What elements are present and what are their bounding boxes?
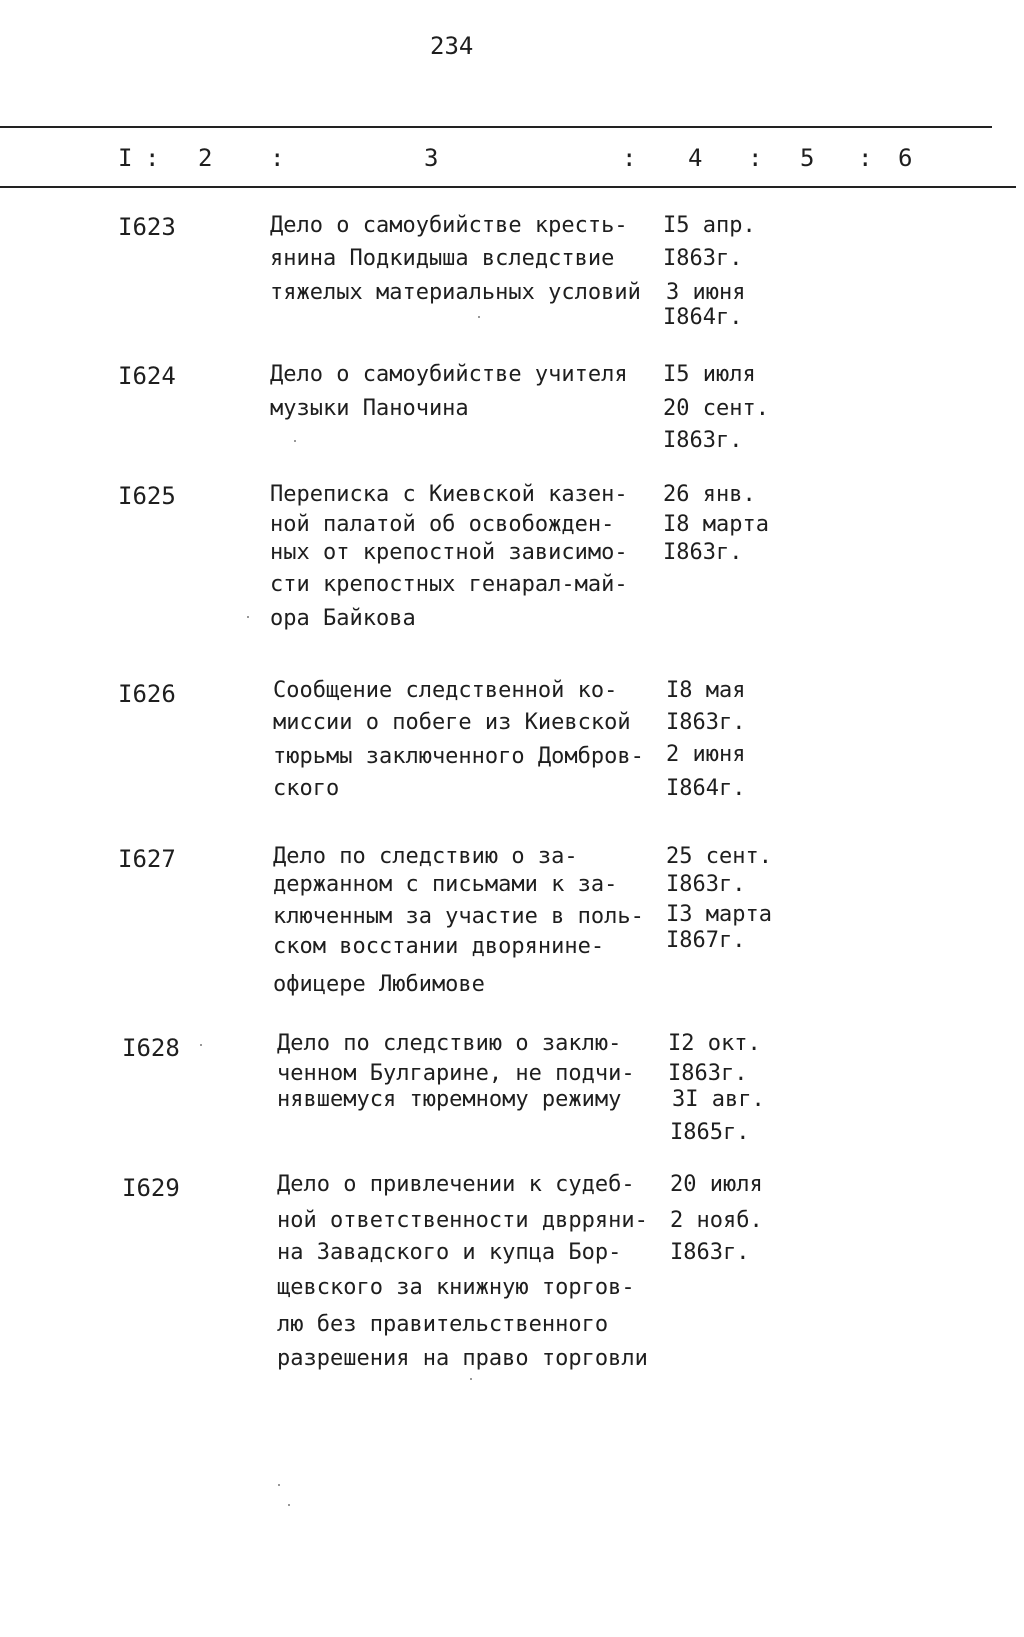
entry-number: I629: [122, 1174, 180, 1202]
entry-date-line: I864г.: [663, 305, 743, 330]
column-separator: :: [145, 144, 160, 172]
entry-title-line: миссии о побеге из Киевской: [273, 710, 631, 735]
entry-title-line: тюрьмы заключенного Домбров-: [273, 744, 644, 769]
entry-title-line: Дело по следствию о заклю-: [277, 1031, 622, 1056]
entry-title-line: сти крепостных генарал-май-: [270, 572, 628, 597]
column-header-3: 3: [424, 144, 439, 172]
entry-title-line: ского: [273, 776, 340, 801]
column-header-1: I: [118, 144, 133, 172]
entry-number: I626: [118, 680, 176, 708]
scan-speck: [478, 316, 480, 318]
page-number: 234: [430, 32, 474, 60]
entry-date-line: 3I авг.: [672, 1087, 765, 1112]
scan-speck: [200, 1044, 202, 1046]
entry-date-line: I863г.: [666, 710, 746, 735]
entry-date-line: 20 июля: [670, 1172, 763, 1197]
scan-speck: [294, 440, 296, 442]
entry-date-line: I8 марта: [663, 512, 769, 537]
entry-date-line: 2 июня: [666, 742, 746, 767]
entry-date-line: 20 сент.: [663, 396, 769, 421]
scan-speck: [288, 1504, 290, 1506]
entry-title-line: Дело о самоубийстве кресть-: [270, 213, 628, 238]
entry-title-line: Дело о привлечении к судеб-: [277, 1172, 635, 1197]
entry-date-line: I8 мая: [666, 678, 746, 703]
entry-title-line: ском восстании дворянине-: [273, 934, 605, 959]
column-separator: :: [748, 144, 763, 172]
entry-number: I627: [118, 845, 176, 873]
entry-date-line: I863г.: [663, 246, 743, 271]
column-separator: :: [858, 144, 873, 172]
entry-date-line: I3 марта: [666, 902, 772, 927]
column-separator: :: [270, 144, 285, 172]
entry-date-line: I867г.: [666, 928, 746, 953]
entry-title-line: ной палатой об освобожден-: [270, 512, 615, 537]
entry-title-line: Дело по следствию о за-: [273, 844, 578, 869]
entry-date-line: I863г.: [668, 1061, 748, 1086]
column-header-2: 2: [198, 144, 213, 172]
entry-date-line: 25 сент.: [666, 844, 772, 869]
scan-speck: [278, 1484, 280, 1486]
entry-title-line: щевского за книжную торгов-: [277, 1275, 635, 1300]
entry-date-line: I863г.: [663, 540, 743, 565]
column-header-6: 6: [898, 144, 913, 172]
entry-date-line: 2 нояб.: [670, 1208, 763, 1233]
entry-title-line: нявшемуся тюремному режиму: [277, 1087, 622, 1112]
entry-title-line: Сообщение следственной ко-: [273, 678, 618, 703]
entry-date-line: 26 янв.: [663, 482, 756, 507]
column-separator: :: [622, 144, 637, 172]
entry-title-line: держанном с письмами к за-: [273, 872, 618, 897]
scan-speck: [247, 616, 249, 618]
entry-date-line: I863г.: [666, 872, 746, 897]
entry-number: I625: [118, 482, 176, 510]
entry-title-line: на Завадского и купца Бор-: [277, 1240, 622, 1265]
entry-number: I628: [122, 1034, 180, 1062]
entry-title-line: янина Подкидыша вследствие: [270, 246, 615, 271]
entry-date-line: I863г.: [670, 1240, 750, 1265]
entry-title-line: ченном Булгарине, не подчи-: [277, 1061, 635, 1086]
scan-speck: [470, 1378, 472, 1380]
entry-title-line: Дело о самоубийстве учителя: [270, 362, 628, 387]
entry-title-line: ных от крепостной зависимо-: [270, 540, 628, 565]
column-header-5: 5: [800, 144, 815, 172]
header-rule-bottom: [0, 186, 1016, 188]
entry-title-line: офицере Любимове: [273, 972, 485, 997]
entry-title-line: лю без правительственного: [277, 1312, 609, 1337]
entry-number: I624: [118, 362, 176, 390]
entry-date-line: I863г.: [663, 428, 743, 453]
entry-date-line: I864г.: [666, 776, 746, 801]
entry-number: I623: [118, 213, 176, 241]
entry-title-line: Переписка с Киевской казен-: [270, 482, 628, 507]
entry-title-line: ключенным за участие в поль-: [273, 904, 644, 929]
entry-date-line: I5 июля: [663, 362, 756, 387]
entry-title-line: разрешения на право торговли: [277, 1346, 648, 1371]
entry-date-line: I2 окт.: [668, 1031, 761, 1056]
column-header-4: 4: [688, 144, 703, 172]
entry-title-line: ора Байкова: [270, 606, 416, 631]
entry-title-line: тяжелых материальных условий: [270, 280, 641, 305]
entry-date-line: I5 апр.: [663, 213, 756, 238]
entry-title-line: ной ответственности дврряни-: [277, 1208, 648, 1233]
header-rule-top: [0, 126, 992, 128]
entry-date-line: I865г.: [670, 1120, 750, 1145]
entry-date-line: 3 июня: [666, 280, 746, 305]
entry-title-line: музыки Паночина: [270, 396, 469, 421]
